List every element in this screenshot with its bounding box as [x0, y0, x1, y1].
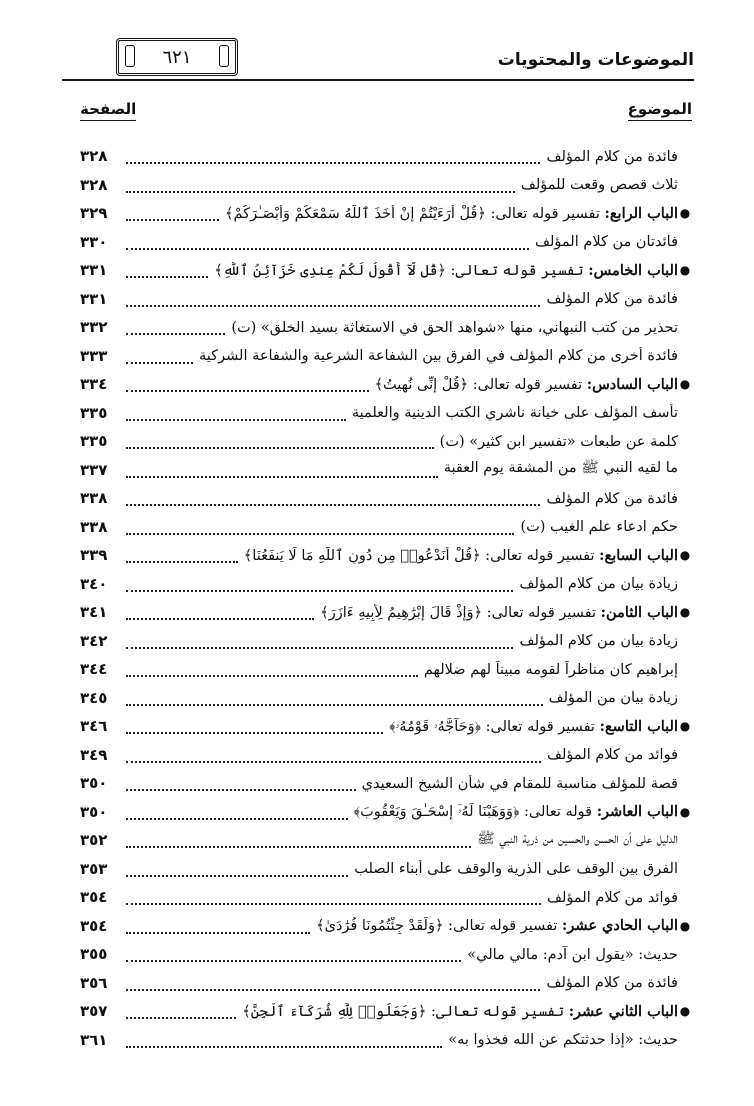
toc-entry — [80, 427, 692, 456]
bullet-icon: ● — [679, 1004, 691, 1019]
entry-page-number: ٣٤٠ — [80, 574, 108, 593]
entry-text: فائدتان من كلام المؤلف — [534, 234, 678, 251]
entry-page-number: ٣٤٢ — [80, 631, 108, 650]
leader-dots — [126, 230, 529, 250]
entry-text: تفسير قوله تعالى: ﴿وَإِذْ قَالَ إِبْرَٰهِيمُ لِأَبِيهِ ءَازَرَ﴾ — [320, 604, 601, 621]
toc-entry — [80, 142, 692, 171]
leader-dots — [126, 657, 418, 677]
bullet-icon: ● — [679, 605, 691, 620]
leader-dots — [126, 486, 540, 506]
toc-entry-title — [444, 459, 678, 480]
leader-dots — [126, 714, 383, 734]
chapter-label: الباب السادس: — [586, 375, 678, 393]
leader-dots — [126, 600, 314, 620]
toc-entry — [80, 570, 692, 599]
entry-page-number: ٣٥٤ — [80, 888, 108, 907]
entry-text: فائدة من كلام المؤلف — [546, 291, 678, 308]
toc-entry — [80, 684, 692, 713]
toc-entry-title — [546, 148, 678, 165]
entry-text: فائدة من كلام المؤلف — [546, 148, 678, 165]
chapter-label: الباب السابع: — [599, 546, 678, 564]
toc-entry-title — [519, 575, 678, 592]
toc-entry-title — [424, 661, 678, 678]
entry-text: الفرق بين الوقف على الذرية والوقف على أبناء الصلب — [354, 861, 678, 878]
entry-text: حكم ادعاء علم الغيب (ت) — [520, 519, 678, 536]
toc-entry — [80, 741, 692, 770]
page-number-frame — [116, 38, 238, 76]
toc-entry — [80, 883, 692, 912]
toc-entry-title — [546, 490, 678, 507]
chapter-label: الباب الحادي عشر: — [562, 917, 678, 935]
toc-entry-title — [535, 233, 678, 250]
bullet-icon: ● — [679, 548, 691, 563]
toc-entry-title — [375, 376, 678, 393]
leader-dots — [126, 857, 348, 877]
entry-page-number: ٣٥٣ — [80, 859, 108, 878]
column-headings — [80, 100, 692, 126]
toc-entry — [80, 256, 692, 285]
leader-dots — [126, 344, 193, 364]
toc-entry — [80, 171, 692, 200]
bullet-icon: ● — [679, 719, 691, 734]
page-number: ٦٢١ — [162, 46, 192, 68]
toc-entry-title — [519, 632, 678, 649]
toc-entry — [80, 285, 692, 314]
toc-entry-title — [320, 604, 678, 621]
chapter-label: الباب الرابع: — [604, 204, 678, 222]
entry-text: زيادة بيان من كلام المؤلف — [519, 576, 678, 593]
leader-dots — [126, 401, 346, 421]
entry-text: فوائد من كلام المؤلف — [546, 889, 678, 906]
toc-entry — [80, 769, 692, 798]
toc-entry-title — [440, 433, 678, 450]
entry-page-number: ٣٤١ — [80, 603, 108, 622]
leader-dots — [126, 629, 513, 649]
entry-page-number: ٣٣٢ — [80, 318, 108, 337]
entry-text: تحذير من كتب النبهاني، منها «شواهد الحق في الاستغاثة بسيد الخلق» (ت) — [231, 319, 678, 336]
entry-page-number: ٣٣١ — [80, 261, 108, 280]
entry-text: فائدة أخرى من كلام المؤلف في الفرق بين الشفاعة الشرعية والشفاعة الشركية — [199, 348, 678, 365]
toc-entry-title — [199, 347, 678, 364]
entry-page-number: ٣٣٨ — [80, 517, 108, 536]
toc-entry — [80, 627, 692, 656]
entry-text: قصة للمؤلف مناسبة للمقام في شأن الشيخ السعيدي — [361, 775, 678, 792]
leader-dots — [126, 543, 238, 563]
entry-text: إبراهيم كان مناظراً لقومه مبيناً لهم ضلالهم — [423, 661, 678, 678]
entry-text: تفسير قوله تعالى: ﴿وَجَعَلُوا۟ لِلَّهِ شُرَكَآءَ ٱلْجِنَّ﴾ — [242, 1003, 569, 1020]
entry-page-number: ٣٣٥ — [80, 403, 108, 422]
entry-text: الدليل على أن الحسن والحسين من ذرية النبي ﷺ — [477, 830, 678, 847]
toc-entry-title — [214, 262, 678, 279]
leader-dots — [126, 686, 543, 706]
page-column-heading: الصفحة — [80, 100, 136, 121]
entry-page-number: ٣٣٣ — [80, 346, 108, 365]
entry-page-number: ٣٤٥ — [80, 688, 108, 707]
leader-dots — [126, 999, 236, 1019]
leader-dots — [126, 1028, 442, 1048]
leader-dots — [126, 515, 514, 535]
entry-page-number: ٣٤٩ — [80, 745, 108, 764]
entry-text: تفسير قوله تعالى: ﴿وَحَآجَّهُۥ قَوْمُهُۥ﴾ — [389, 718, 600, 735]
entry-text: ثلاث قصص وقعت للمؤلف — [520, 177, 678, 194]
toc-entry — [80, 1026, 692, 1055]
bullet-icon: ● — [679, 206, 691, 221]
entry-page-number: ٣٢٨ — [80, 147, 108, 166]
toc-entry-title — [547, 889, 678, 906]
entry-text: تفسير قوله تعالى: ﴿قُل لَّآ أَقُولُ لَكُمْ عِندِى خَزَآئِنُ ٱللَّهِ﴾ — [214, 262, 589, 279]
entry-text: فائدة من كلام المؤلف — [546, 975, 678, 992]
leader-dots — [126, 372, 369, 392]
bullet-icon: ● — [679, 377, 691, 392]
toc-entry — [80, 940, 692, 969]
leader-dots — [126, 743, 541, 763]
toc-entry — [80, 399, 692, 428]
toc-entry-title — [225, 205, 678, 222]
toc-entry-title — [521, 176, 678, 193]
leader-dots — [126, 572, 513, 592]
entry-page-number: ٣٥٧ — [80, 1002, 108, 1021]
bullet-icon: ● — [679, 804, 691, 819]
chapter-label: الباب الثاني عشر: — [568, 1002, 678, 1020]
toc-entry — [80, 712, 692, 741]
toc-entry-title — [242, 1003, 678, 1020]
running-title: الموضوعات والمحتويات — [497, 50, 694, 70]
toc-entry — [80, 484, 692, 513]
bullet-icon: ● — [679, 918, 691, 933]
leader-dots — [126, 173, 515, 193]
entry-page-number: ٣٤٦ — [80, 717, 108, 736]
chapter-label: الباب الخامس: — [588, 261, 678, 279]
toc-entry — [80, 855, 692, 884]
entry-text: تفسير قوله تعالى: ﴿قُلْ أَرَءَيْتُمْ إِنْ أَخَذَ ٱللَّهُ سَمْعَكُمْ وَأَبْصَـٰرَكُمْ﴾ — [225, 205, 605, 222]
toc-entry — [80, 456, 692, 485]
leader-dots — [126, 800, 348, 820]
toc-entry — [80, 655, 692, 684]
toc-entry — [80, 513, 692, 542]
chapter-label: الباب التاسع: — [599, 717, 678, 735]
entry-text: قوله تعالى: ﴿وَوَهَبْنَا لَهُۥٓ إِسْحَـٰقَ وَيَعْقُوبَ﴾ — [353, 804, 597, 821]
toc-entry-title — [546, 974, 678, 991]
toc-entry-title — [244, 547, 678, 564]
entry-page-number: ٣٢٨ — [80, 175, 108, 194]
entry-page-number: ٣٥٠ — [80, 802, 108, 821]
toc-entry-title — [354, 803, 678, 820]
entry-text: زيادة بيان من كلام المؤلف — [519, 633, 678, 650]
toc-entry — [80, 228, 692, 257]
entry-text: تفسير قوله تعالى: ﴿قُلْ إِنِّى نُهِيتُ﴾ — [374, 376, 587, 393]
toc-entry — [80, 997, 692, 1026]
toc-entry-title — [231, 319, 678, 336]
entry-text: فوائد من كلام المؤلف — [546, 747, 678, 764]
entry-page-number: ٣٣٨ — [80, 489, 108, 508]
entry-text: حديث: «إذا حدثتكم عن الله فخذوا به» — [448, 1032, 678, 1049]
toc-entry-title — [448, 1031, 678, 1048]
chapter-label: الباب الثامن: — [600, 603, 678, 621]
toc-entry — [80, 370, 692, 399]
entry-text: حديث: «يقول ابن آدم: مالي مالي» — [467, 946, 678, 963]
entry-page-number: ٣٣٩ — [80, 546, 108, 565]
leader-dots — [126, 429, 434, 449]
entry-text: كلمة عن طبعات «تفسير ابن كثير» (ت) — [439, 433, 678, 450]
bullet-icon: ● — [679, 263, 691, 278]
running-header — [62, 38, 694, 78]
leader-dots — [126, 201, 219, 221]
entry-text: فائدة من كلام المؤلف — [546, 490, 678, 507]
toc-entry — [80, 969, 692, 998]
entry-page-number: ٣٣٥ — [80, 432, 108, 451]
toc-entry-title — [549, 689, 678, 706]
leader-dots — [126, 458, 438, 478]
toc-entry-title — [354, 860, 678, 877]
toc-entry-title — [547, 746, 678, 763]
entry-text: تأسف المؤلف على خيانة ناشري الكتب الدينية والعلمية — [351, 405, 678, 422]
entry-page-number: ٣٣٧ — [80, 460, 108, 479]
entry-page-number: ٣٤٤ — [80, 660, 108, 679]
toc-entry-title — [520, 518, 678, 535]
entry-page-number: ٣٢٩ — [80, 204, 108, 223]
toc-entry — [80, 313, 692, 342]
entry-page-number: ٣٣٠ — [80, 232, 108, 251]
toc-entry-title — [467, 946, 678, 963]
toc-list — [80, 142, 692, 1054]
toc-entry-title — [316, 917, 678, 934]
toc-entry-title — [477, 830, 678, 851]
entry-page-number: ٣٥٠ — [80, 774, 108, 793]
toc-entry-title — [546, 290, 678, 307]
entry-page-number: ٣٣٤ — [80, 375, 108, 394]
entry-text: زيادة بيان من المؤلف — [548, 690, 678, 707]
toc-entry — [80, 798, 692, 827]
toc-entry-title — [389, 718, 678, 735]
toc-entry — [80, 199, 692, 228]
leader-dots — [126, 942, 461, 962]
leader-dots — [126, 914, 310, 934]
leader-dots — [126, 771, 356, 791]
entry-text: تفسير قوله تعالى: ﴿وَلَقَدْ جِئْتُمُونَا فُرَٰدَىٰ﴾ — [316, 918, 563, 935]
entry-text: تفسير قوله تعالى: ﴿قُلْ أَنَدْعُوا۟ مِن دُونِ ٱللَّهِ مَا لَا يَنفَعُنَا﴾ — [243, 547, 600, 564]
leader-dots — [126, 885, 541, 905]
toc-entry — [80, 598, 692, 627]
toc-entry — [80, 541, 692, 570]
leader-dots — [126, 287, 540, 307]
entry-page-number: ٣٦١ — [80, 1030, 108, 1049]
entry-page-number: ٣٥٤ — [80, 916, 108, 935]
leader-dots — [126, 828, 471, 848]
entry-text: ما لقيه النبي ﷺ من المشقة يوم العقبة — [443, 460, 678, 477]
leader-dots — [126, 258, 208, 278]
toc-entry — [80, 342, 692, 371]
topic-column-heading: الموضوع — [628, 100, 692, 121]
leader-dots — [126, 971, 540, 991]
toc-entry-title — [362, 775, 678, 792]
toc-entry-title — [352, 404, 678, 421]
chapter-label: الباب العاشر: — [596, 803, 678, 821]
leader-dots — [126, 144, 540, 164]
entry-page-number: ٣٥٥ — [80, 945, 108, 964]
toc-entry — [80, 826, 692, 855]
toc-entry — [80, 912, 692, 941]
leader-dots — [126, 315, 225, 335]
header-rule — [62, 79, 694, 81]
entry-page-number: ٣٥٢ — [80, 831, 108, 850]
entry-page-number: ٣٣١ — [80, 289, 108, 308]
entry-page-number: ٣٥٦ — [80, 973, 108, 992]
